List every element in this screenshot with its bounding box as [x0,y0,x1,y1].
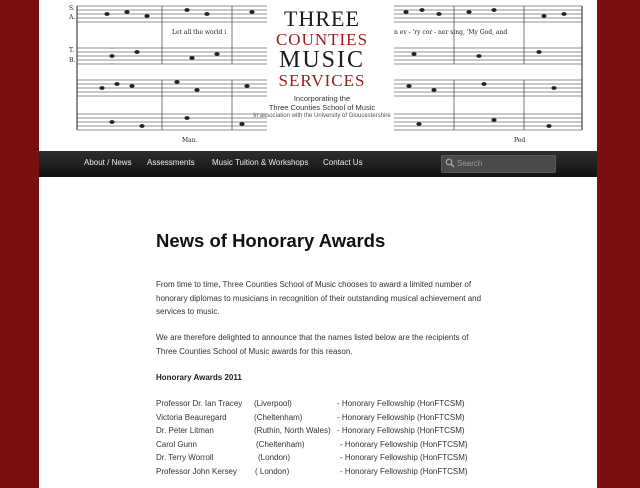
site-logo[interactable] [237,8,407,120]
search-icon [445,158,455,168]
award-place: (Ruthin, North Wales) [254,426,331,435]
award-title: - Honorary Fellowship (HonFTCSM) [340,466,468,476]
article-paragraph-2: We are therefore delighted to announce that the names listed below are the recipients of Three Counties School of Music awards for this reason. [156,333,469,356]
svg-text:B.: B. [69,57,76,64]
score-lyrics-left: Let all the world i [172,29,227,36]
logo-line-services: SERVICES [278,71,366,90]
logo-sub-line1: Incorporating the [293,94,351,103]
logo-line-music: MUSIC [278,47,366,73]
logo-line-three: THREE [284,6,360,31]
logo-line-counties: COUNTIES [275,30,369,49]
header-banner[interactable] [39,0,597,150]
logo-sub-line2: Three Counties School of Music [268,103,376,113]
award-name: Carol Gunn [156,439,197,449]
award-row [156,426,496,440]
award-name: Victoria Beauregard [156,412,227,422]
award-row [156,440,496,454]
svg-text:A.: A. [69,14,76,21]
award-place: (London) [258,453,291,462]
page-container [39,0,597,488]
award-place: ( London) [255,466,290,476]
search-input[interactable] [457,157,551,170]
award-name: Professor Dr. Ian Tracey [156,399,243,408]
score-lyrics-right: n ev - 'ry cor - ner sing, 'My God, and [394,29,508,36]
award-row [156,413,496,427]
award-place: (Cheltenham) [256,439,305,449]
nav-item-about-news[interactable]: About / News [84,158,132,167]
logo-subtitle [237,94,407,120]
svg-text:T.: T. [69,47,75,54]
award-title: - Honorary Fellowship (HonFTCSM) [340,439,468,449]
award-row [156,467,496,481]
award-name: Professor John Kersey [156,466,237,476]
score-marking-left: Man. [182,137,198,144]
score-marking-right: Ped [514,137,526,144]
award-name: Dr. Terry Worroll [156,453,214,462]
award-title: - Honorary Fellowship (HonFTCSM) [337,412,465,422]
awards-list [156,399,496,480]
music-score-image-right [394,0,584,148]
main-navigation [39,151,597,177]
svg-text:S.: S. [69,5,75,12]
article-paragraph-1: From time to time, Three Counties School of Music chooses to award a limited number of honorary diplomas to musicians in recognition of their outstanding musical achievement and services to music. [156,280,482,316]
award-place: (Cheltenham) [254,412,303,422]
page-title: News of Honorary Awards [156,230,386,251]
award-place: (Liverpool) [254,399,292,408]
awards-subheading: Honorary Awards 2011 [156,373,242,382]
award-title: - Honorary Fellowship (HonFTCSM) [337,399,465,408]
nav-item-music-tuition[interactable]: Music Tuition & Workshops [212,158,309,167]
award-title: - Honorary Fellowship (HonFTCSM) [340,453,468,462]
award-title: - Honorary Fellowship (HonFTCSM) [337,426,465,435]
article [156,230,496,476]
award-row [156,453,496,467]
nav-item-contact-us[interactable]: Contact Us [323,158,363,167]
award-name: Dr. Peter Litman [156,426,214,435]
search-box[interactable] [441,155,556,173]
nav-item-assessments[interactable]: Assessments [147,158,195,167]
award-row [156,399,496,413]
logo-sub-line3: In association with the University of Gloucestershire [253,112,391,119]
